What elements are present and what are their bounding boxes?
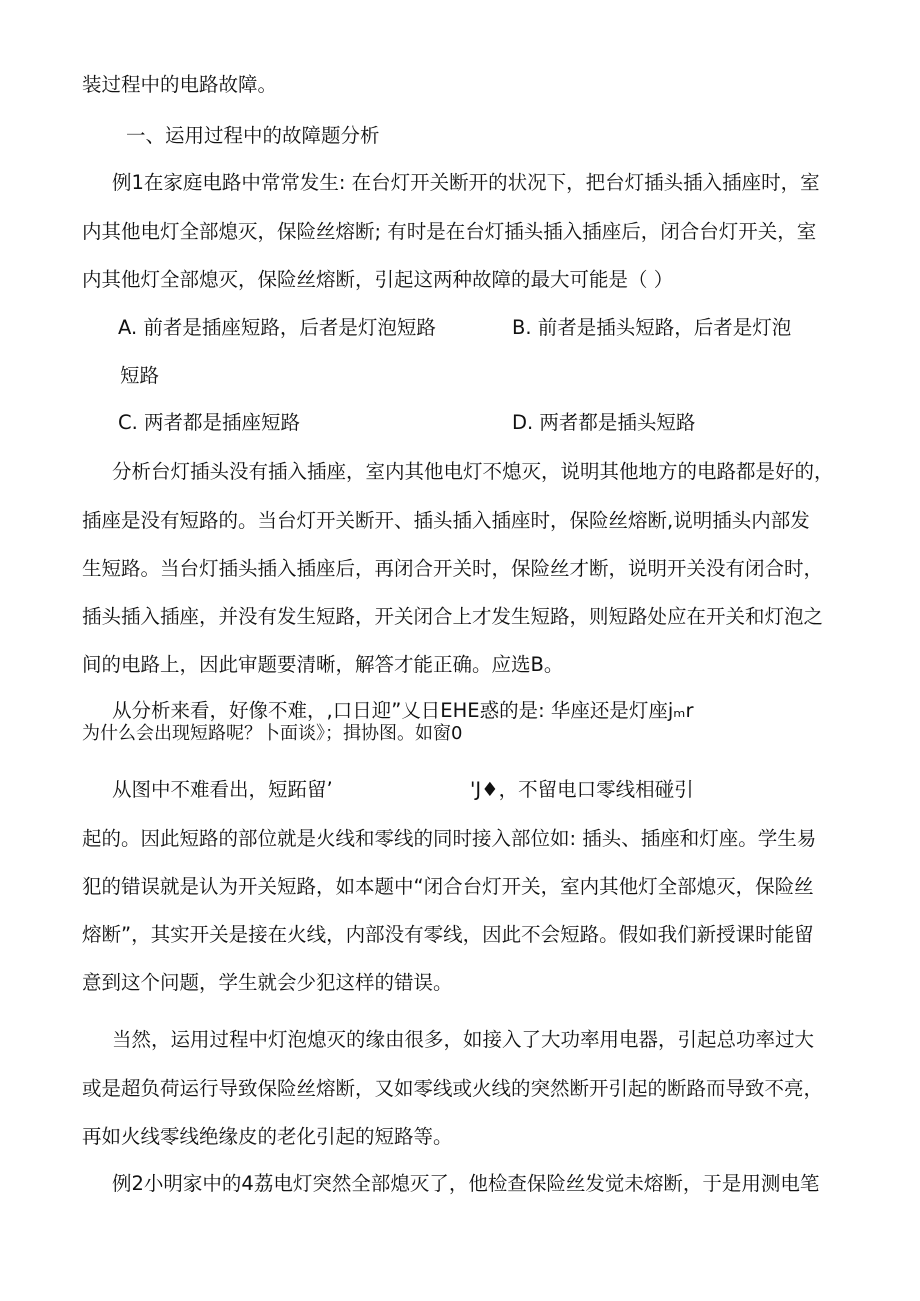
body-line: 再如火线零线绝缘皮的老化引起的短路等。 — [82, 1125, 453, 1148]
garbled-line: 从分析来看，好像不难，,口日迎”乂日EHE惑的是: 华座还是灯座jₘr — [112, 699, 694, 722]
option-b: B. 前者是插头短路，后者是灯泡 — [512, 316, 792, 339]
body-line: 起的。因此短路的部位就是火线和零线的同时接入部位如: 插头、插座和灯座。学生易 — [82, 827, 817, 850]
option-c: C. 两者都是插座短路 — [118, 411, 301, 434]
option-a: A. 前者是插座短路，后者是灯泡短路 — [118, 316, 436, 339]
figure-text-left: 从图中不难看出，短跖留’ — [112, 778, 333, 801]
body-line: 或是超负荷运行导致保险丝熔断，又如零线或火线的突然断开引起的断路而导致不亮， — [82, 1077, 824, 1100]
text-line: 装过程中的电路故障。 — [82, 73, 278, 96]
garbled-line: 为什么会出现短路呢？卜面谈》；揖协图。如窗0 — [82, 723, 463, 744]
body-line: 熔断”，其实开关是接在火线，内部没有零线，因此不会短路。假如我们新授课时能留 — [82, 923, 814, 946]
analysis-line: 插座是没有短路的。当台灯开关断开、插头插入插座时，保险丝熔断,说明插头内部发 — [82, 509, 810, 532]
example-2-line: 例2小明家中的4荔电灯突然全部熄灭了，他检查保险丝发觉未熔断，于是用测电笔 — [112, 1172, 820, 1195]
example-1-line: 内其他电灯全部熄灭，保险丝熔断; 有时是在台灯插头插入插座后，闭合台灯开关，室 — [82, 220, 817, 243]
example-1-line: 例1在家庭电路中常常发生: 在台灯开关断开的状况下，把台灯插头插入插座时，室 — [112, 171, 820, 194]
section-heading: 一、运用过程中的故障题分析 — [126, 124, 380, 147]
body-line: 当然，运用过程中灯泡熄灭的缘由很多，如接入了大功率用电器，引起总功率过大 — [112, 1028, 815, 1051]
body-line: 意到这个问题，学生就会少犯这样的错误。 — [82, 971, 453, 994]
example-1-line: 内其他灯全部熄灭，保险丝熔断，引起这两种故障的最大可能是（ ） — [82, 268, 674, 291]
body-line: 犯的错误就是认为开关短路，如本题中“闭合台灯开关，室内其他灯全部熄灭，保险丝 — [82, 875, 814, 898]
option-d: D. 两者都是插头短路 — [512, 411, 696, 434]
analysis-line: 插头插入插座，并没有发生短路，开关闭合上才发生短路，则短路处应在开关和灯泡之 — [82, 605, 824, 628]
figure-text-right: 'J♦，不留电口零线相碰引 — [470, 778, 694, 801]
analysis-line: 生短路。当台灯插头插入插座后，再闭合开关时，保险丝才断，说明开关没有闭合时， — [82, 557, 824, 580]
analysis-line: 分析台灯插头没有插入插座，室内其他电灯不熄灭，说明其他地方的电路都是好的， — [112, 460, 834, 483]
option-b-continued: 短路 — [120, 364, 160, 387]
analysis-line: 间的电路上，因此审题要清晰，解答才能正确。应选B。 — [82, 653, 564, 676]
